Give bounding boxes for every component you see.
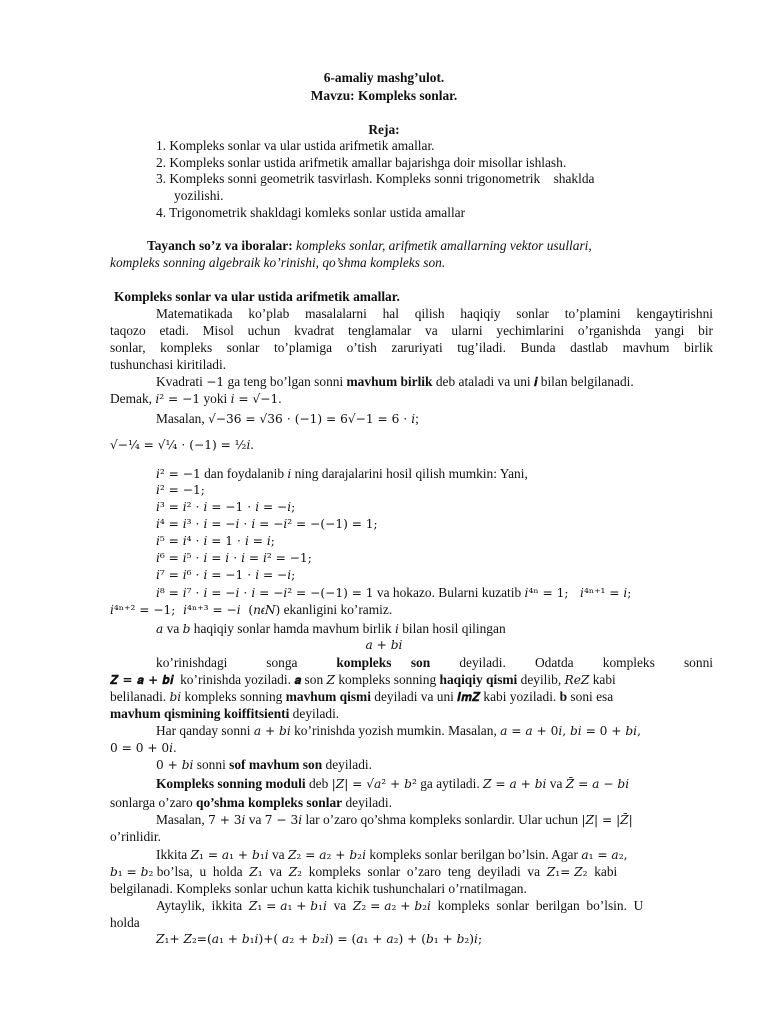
complex-form-center: 𝑎 + 𝑏𝑖	[365, 638, 403, 652]
paragraph-1-line-2: taqozo etadi. Misol uchun kvadrat tenglamalar va ularni yechimlarini o’rganishda yangi bir	[110, 323, 713, 338]
equality-line-3: belgilanadi. Kompleks sonlar uchun katta kichik tushunchalari o’rnatilmagan.	[110, 881, 527, 896]
sum-formula: 𝑍₁+ 𝑍₂=(𝑎₁ + 𝑏₁𝑖)+( 𝑎₂ + 𝑏₂𝑖) = (𝑎₁ + 𝑎₂) + (𝑏₁ + 𝑏₂)𝑖;	[156, 932, 483, 946]
paragraph-1-line-4: tushunchasi kiritiladi.	[110, 357, 227, 372]
power-i5: 𝑖⁵ = 𝑖⁴ ⋅ 𝑖 = 1 ⋅ 𝑖 = 𝑖;	[156, 534, 275, 548]
modulus-line-1: Kompleks sonning moduli deb |𝑍| = √𝑎² + 𝑏² ga aytiladi. 𝑍 = 𝑎 + 𝑏𝑖 va 𝑍̄ = 𝑎 − 𝑏𝑖	[156, 776, 630, 791]
complex-def-intro: 𝑎 va 𝑏 haqiqiy sonlar hamda mavhum birlik 𝑖 bilan hosil qilingan	[156, 621, 506, 636]
powers-intro: 𝑖² = −1 dan foydalanib 𝑖 ning darajalarini hosil qilish mumkin: Yani,	[156, 466, 528, 481]
equality-line-2: 𝑏₁ = 𝑏₂ bo’lsa, u holda 𝑍₁ va 𝑍₂ kompleks sonlar o’zaro teng deyiladi va 𝑍₁= 𝑍₂ kabi	[110, 864, 618, 879]
imaginary-unit-def: Kvadrati −1 ga teng bo’lgan sonni mavhum birlik deb ataladi va uni 𝒊 bilan belgilanadi.	[156, 374, 634, 389]
power-i8-line: 𝑖⁸ = 𝑖⁷ ⋅ 𝑖 = −𝑖 ⋅ 𝑖 = −𝑖² = −(−1) = 1 va hokazo. Bularni kuzatib 𝑖⁴ⁿ = 1; 𝑖⁴ⁿ⁺¹ = 𝑖;	[156, 585, 632, 600]
power-i3: 𝑖³ = 𝑖² ⋅ 𝑖 = −1 ⋅ 𝑖 = −𝑖;	[156, 500, 296, 514]
power-i6: 𝑖⁶ = 𝑖⁵ ⋅ 𝑖 = 𝑖 ⋅ 𝑖 = 𝑖² = −1;	[156, 551, 312, 565]
power-i2: 𝑖² = −1;	[156, 483, 205, 497]
conjugate-example-line-1: Masalan, 7 + 3𝑖 va 7 − 3𝑖 lar o’zaro qo’shma kompleks sonlardir. Ular uchun |𝑍| = |𝑍̄|	[156, 812, 633, 827]
keywords-line-1: Tayanch so’z va iboralar: kompleks sonlar, arifmetik amallarning vektor usullari,	[147, 238, 592, 253]
any-number-line-1: Har qanday sonni 𝑎 + 𝑏𝑖 ko’rinishda yozish mumkin. Masalan, 𝑎 = 𝑎 + 0𝑖, 𝑏𝑖 = 0 + 𝑏𝑖,	[156, 723, 641, 738]
pure-imaginary-line: 0 + 𝑏𝑖 sonni sof mavhum son deyiladi.	[156, 757, 372, 772]
heading-practice: 6-amaliy mashg’ulot.	[323, 70, 445, 85]
plan-item-2: 2. Kompleks sonlar ustida arifmetik amallar bajarishga doir misollar ishlash.	[156, 155, 567, 170]
paragraph-1-line-3: sonlar, kompleks sonlar to’plamiga o’tish zaruriyati tug’iladi. Bunda dastlab mavhum birlik	[110, 340, 713, 355]
power-i7: 𝑖⁷ = 𝑖⁶ ⋅ 𝑖 = −1 ⋅ 𝑖 = −𝑖;	[156, 568, 296, 582]
power-cycle-line: 𝑖⁴ⁿ⁺² = −1; 𝑖⁴ⁿ⁺³ = −𝑖 (𝑛𝜖𝑁) ekanligini ko’ramiz.	[110, 602, 393, 617]
heading-topic: Mavzu: Kompleks sonlar.	[310, 88, 458, 103]
complex-def-line-3: belilanadi. 𝑏𝑖 kompleks sonning mavhum qismi deyiladi va uni 𝑰𝒎𝒁 kabi yoziladi. b soni esa	[110, 689, 614, 704]
any-number-line-2: 0 = 0 + 0𝑖.	[110, 740, 177, 755]
example-sqrt-1: Masalan, √−36 = √36 ⋅ (−1) = 6√−1 = 6 ⋅ 𝑖;	[156, 411, 419, 426]
example-sqrt-2: √−¼ = √¼ ⋅ (−1) = ½𝑖.	[110, 437, 254, 452]
equality-line-1: Ikkita 𝑍₁ = 𝑎₁ + 𝑏₁𝑖 va 𝑍₂ = 𝑎₂ + 𝑏₂𝑖 kompleks sonlar berilgan bo’lsin. Agar 𝑎₁ = 𝑎₂,	[156, 847, 628, 862]
plan-item-4: 4. Trigonometrik shakldagi komleks sonlar ustida amallar	[156, 205, 466, 220]
sum-intro-line-2: holda	[110, 915, 140, 930]
imaginary-unit-eq: Demak, 𝑖² = −1 yoki 𝑖 = √−1.	[110, 391, 282, 406]
paragraph-1-line-1: Matematikada ko’plab masalalarni hal qilish haqiqiy sonlar to’plamini kengaytirishni	[156, 306, 713, 321]
section-title: Kompleks sonlar va ular ustida arifmetik amallar.	[114, 289, 400, 304]
conjugate-example-line-2: o’rinlidir.	[110, 829, 161, 844]
complex-def-line-2: 𝒁 = 𝒂 + 𝒃𝒊 ko’rinishda yoziladi. 𝒂 son 𝑍 kompleks sonning haqiqiy qismi deyilib, 𝑅𝑒𝑍 kabi	[110, 672, 616, 687]
sum-intro-line-1: Aytaylik, ikkita 𝑍₁ = 𝑎₁ + 𝑏₁𝑖 va 𝑍₂ = 𝑎₂ + 𝑏₂𝑖 kompleks sonlar berilgan bo’lsin. U	[156, 898, 644, 913]
plan-item-3: 3. Kompleks sonni geometrik tasvirlash. Kompleks sonni trigonometrik shaklda	[156, 171, 595, 186]
plan-item-1: 1. Kompleks sonlar va ular ustida arifmetik amallar.	[156, 138, 435, 153]
modulus-line-2: sonlarga o’zaro qo’shma kompleks sonlar deyiladi.	[110, 795, 392, 810]
power-i4: 𝑖⁴ = 𝑖³ ⋅ 𝑖 = −𝑖 ⋅ 𝑖 = −𝑖² = −(−1) = 1;	[156, 517, 378, 531]
complex-def-line-1: ko’rinishdagi songa kompleks son deyiladi. Odatda kompleks sonni	[156, 655, 713, 670]
keywords-label: Tayanch so’z va iboralar:	[147, 238, 293, 253]
complex-def-line-4: mavhum qismining koiffitsienti deyiladi.	[110, 706, 340, 721]
plan-item-3-cont: yozilishi.	[174, 188, 224, 203]
plan-title: Reja:	[368, 122, 400, 137]
keywords-line-2: kompleks sonning algebraik ko’rinishi, qo’shma kompleks son.	[110, 255, 446, 270]
